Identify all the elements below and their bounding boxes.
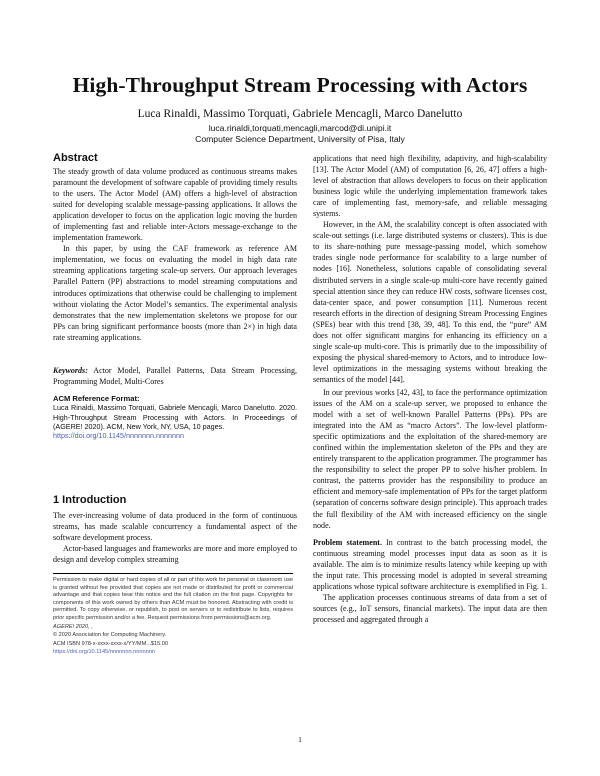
footnote-divider xyxy=(53,573,293,574)
body-paragraph: The application processes continuous streams of data from a set of sources (e.g., IoT sensors, financial markets). The input data are then processed and aggregated through a xyxy=(313,592,547,624)
isbn: ACM ISBN 978-x-xxxx-xxxx-x/YY/MM...$15.00 xyxy=(53,640,169,647)
page-number: 1 xyxy=(298,735,302,744)
permission-text: Permission to make digital or hard copies of all or part of this work for personal or classroom use is granted without fee provided that copies are not made or distributed for profit or commercial advantage and that copies bear this notice and the full citation on the first page. Copyrights for components of this work owned by others than ACM must be honored. Abstracting with credit is permitted. To copy otherwise, or republish, to post on servers or to redistribute to lists, requires prior specific permission and/or a fee. Request permissions from permissions@acm.org. xyxy=(53,577,293,621)
acm-reference-doi-link[interactable]: https://doi.org/10.1145/nnnnnnn.nnnnnnn xyxy=(53,431,184,441)
problem-statement-label: Problem statement. xyxy=(313,537,382,547)
acm-reference-text: Luca Rinaldi, Massimo Torquati, Gabriele Mencagli, Marco Danelutto. 2020. High-Throughput Stream Processing with Actors. In Proceedings of (AGERE! 2020). ACM, New York, NY, USA, 10 pages. xyxy=(53,403,297,431)
right-column-body xyxy=(313,153,547,625)
abstract-body xyxy=(53,166,297,343)
problem-statement-paragraph xyxy=(313,537,547,592)
body-paragraph: applications that need high flexibility, adaptivity, and high-scalability [13]. The Actor Model (AM) of computation [6, 26, 47] offers a high-level of abstraction that allows developers to focus on their application business logic while the underlying implementation framework takes care of implementing fast, memory-safe, and reliable messaging systems. xyxy=(313,154,547,219)
venue: AGERE! 2020, , xyxy=(53,623,93,630)
keywords-text: Actor Model, Parallel Patterns, Data Stream Processing, Programming Model, Multi-Cores xyxy=(53,366,297,387)
intro-paragraph: The ever-increasing volume of data produced in the form of continuous streams, has made scalable concurrency a fundamental aspect of the software development process. xyxy=(53,511,297,543)
abstract-paragraph: In this paper, by using the CAF framework as reference AM implementation, we focus on evaluating the model in high data rate streaming applications targeting scale-up servers. Our approach leverages Parallel Pattern (PP) abstractions to model streaming computations and introduces optimizations that otherwise could be challenging to implement without violating the Actor Model’s semantics. The experimental analysis demonstrates that the new implementation skeletons we propose for our PPs can bring significant performance boosts (more than 2×) in high data rate streaming applications. xyxy=(53,244,297,342)
acm-reference xyxy=(53,394,297,440)
affiliation: Computer Science Department, University of Pisa, Italy xyxy=(195,134,405,144)
introduction-heading: 1 Introduction xyxy=(53,494,127,506)
intro-paragraph: Actor-based languages and frameworks are more and more employed to design and develop complex streaming xyxy=(53,544,297,565)
keywords xyxy=(53,365,297,387)
body-paragraph: However, in the AM, the scalability concept is often associated with scale-out settings (i.e. large distributed systems or clusters). This is due to its share-nothing pure message-passing model, which somehow trades single node performance for scalability to a large number of nodes [16]. Nonetheless, solutions capable of consolidating several distributed servers in a single scale-up multi-core have recently gained special attention since they can reduce HW costs, software licenses cost, data-center space, and power consumption [11]. Numerous recent research efforts in the direction of designing Stream Processing Engines (SPEs) bear with this trend [38, 39, 48]. To this end, the “pure” AM does not offer significant margins for enhancing its efficiency on a single scale-up multi-core. This is primarily due to the impossibility of exposing the physical shared-memory to Actors, and to introduce low-level optimizations in the messaging systems without breaking the semantics of the model [44]. xyxy=(313,220,547,384)
body-paragraph: In our previous works [42, 43], to face the performance optimization issues of the AM on a scale-up server, we proposed to enhance the model with a set of well-known Parallel Patterns (PPs). PPs are integrated into the AM as “macro Actors”. The low-level platform-specific optimizations and the exploitation of the shared-memory are confined within the implementation skeleton of the PPs and they are entirely transparent to the application programmer. The programmer has the responsibility to select the proper PP to solve his/her problem. In contrast, the patterns provider has the responsibility to produce an efficient and memory-safe implementation of PPs for the target platform (separation of concerns software design principle). This approach trades the full flexibility of the AM with increased efficiency on the single node. xyxy=(313,387,547,530)
acm-reference-heading: ACM Reference Format: xyxy=(53,394,140,403)
author-list: Luca Rinaldi, Massimo Torquati, Gabriele Mencagli, Marco Danelutto xyxy=(137,108,463,120)
abstract-paragraph: The steady growth of data volume produced as continuous streams makes paramount the development of software capable of providing timely results to the users. The Actor Model (AM) offers a high-level of abstraction suited for developing scalable message-passing applications. It allows the application developer to focus on the application logic moving the burden of implementing fast and reliable inter-Actors message-exchange to the implementation framework. xyxy=(53,167,297,243)
paper-title: High-Throughput Stream Processing with Actors xyxy=(72,73,528,97)
abstract-heading: Abstract xyxy=(53,152,98,164)
problem-statement-text: In contrast to the batch processing model, the continuous streaming model processes input data as soon as it is available. The aim is to minimize results latency while keeping up with the input rate. This processing model is adopted in several streaming applications whose typical software architecture is exemplified in Fig. 1. xyxy=(313,537,547,591)
introduction-body xyxy=(53,510,297,565)
keywords-label: Keywords: xyxy=(53,366,88,375)
copyright: © 2020 Association for Computing Machinery. xyxy=(53,632,167,639)
permission-doi-link[interactable]: https://doi.org/10.1145/nnnnnnn.nnnnnnn xyxy=(53,649,155,656)
permission-notice xyxy=(53,577,293,657)
author-emails: luca.rinaldi,torquati,mencagli,marcod@di.unipi.it xyxy=(208,123,392,133)
